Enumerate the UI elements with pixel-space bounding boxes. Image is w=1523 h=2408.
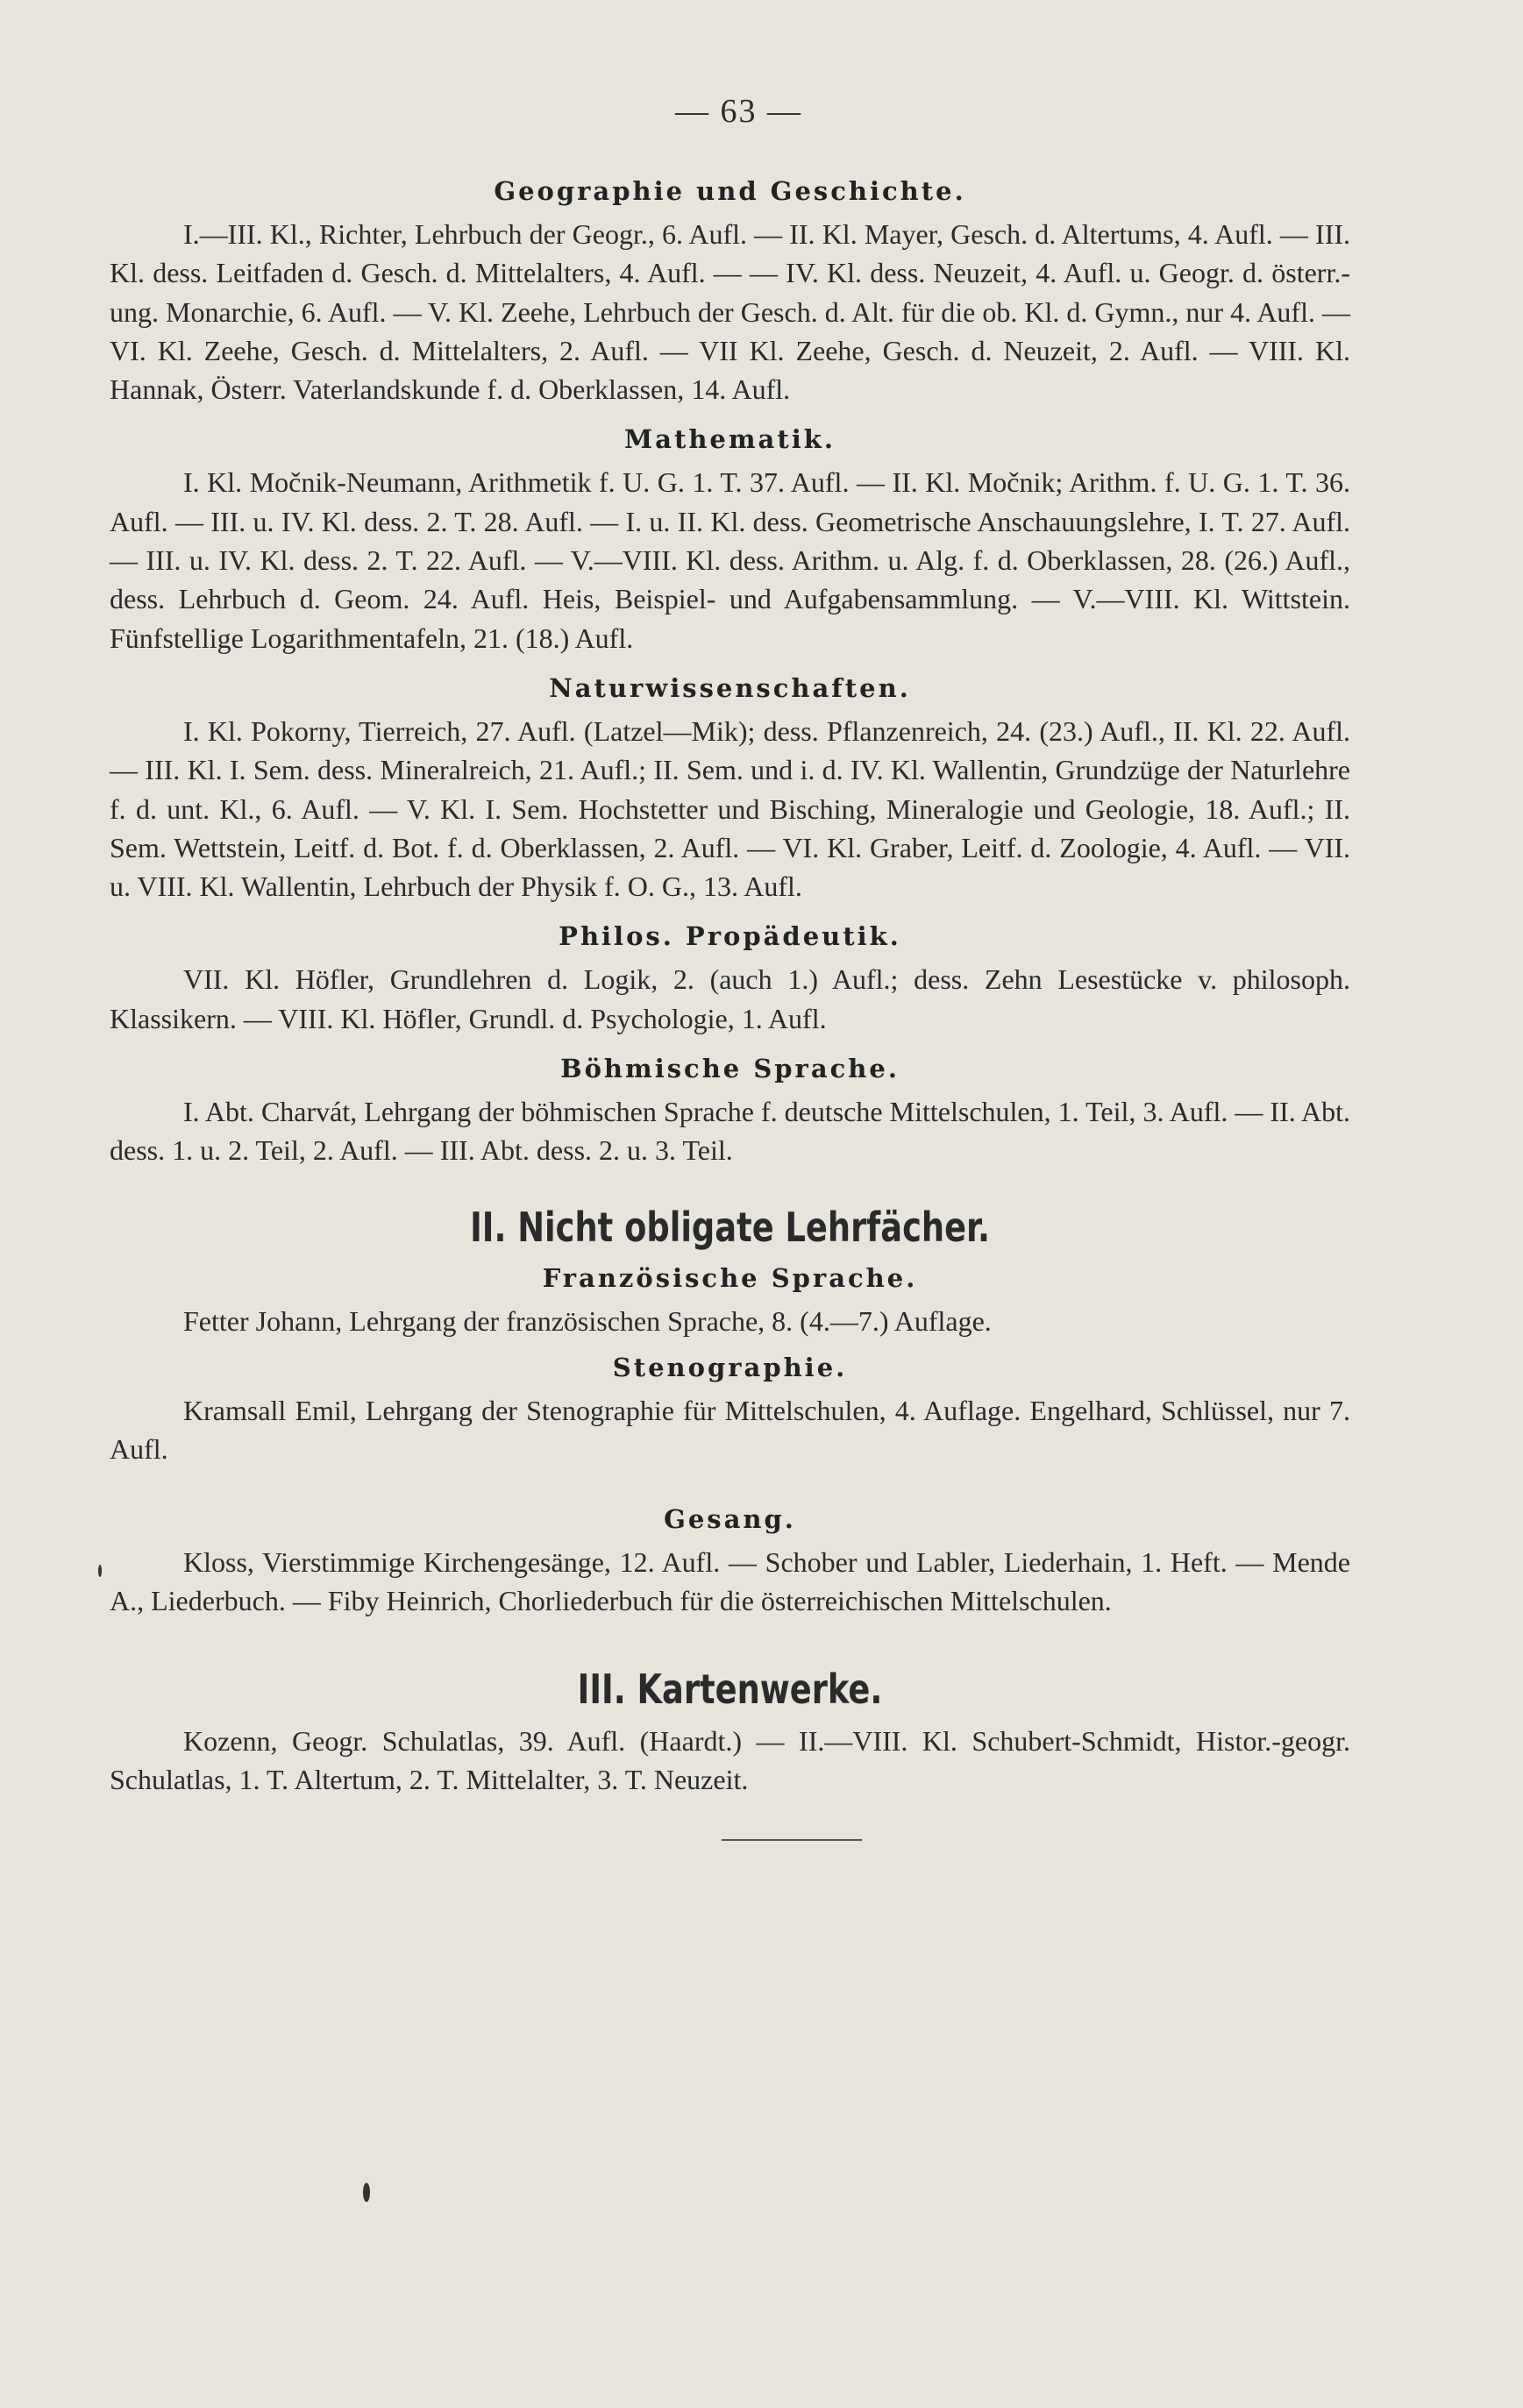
section-title-mathematik: Mathematik. — [624, 424, 836, 455]
page-content — [110, 92, 1350, 1845]
closing-rule-wrap — [110, 1829, 1350, 1845]
ink-speck — [363, 2183, 370, 2202]
paragraph-kartenwerke: Kozenn, Geogr. Schulatlas, 39. Aufl. (Haardt.) — II.—VIII. Kl. Schubert-Schmidt, Histor.-geogr. Schulatlas, 1. T. Altertum, 2. T. Mittelalter, 3. T. Neuzeit. — [110, 1725, 1350, 1796]
part-title-kartenwerke: III. Kartenwerke. — [577, 1666, 883, 1714]
paragraph-gesang: Kloss, Vierstimmige Kirchengesänge, 12. Aufl. — Schober und Labler, Liederhain, 1. Heft. — Mende A., Liederbuch. — Fiby Heinrich, Chorliederbuch für die österreichischen Mittelschulen. — [110, 1545, 1350, 1616]
section-title-philosophie: Philos. Propädeutik. — [559, 921, 901, 952]
ink-speck — [98, 1565, 102, 1577]
section-title-naturwissenschaften: Naturwissenschaften. — [549, 672, 911, 703]
paragraph-stenographie: Kramsall Emil, Lehrgang der Stenographie für Mittelschulen, 4. Auflage. Engelhard, Schlüssel, nur 7. Aufl. — [110, 1394, 1350, 1466]
paragraph-naturwissenschaften: I. Kl. Pokorny, Tierreich, 27. Aufl. (Latzel—Mik); dess. Pflanzenreich, 24. (23.) Aufl., II. Kl. 22. Aufl. — III. Kl. I. Sem. dess. Mineralreich, 21. Aufl.; II. Sem. und i. d. IV. Kl. Wallentin, Grundzüge der Naturlehre f. d. unt. Kl., 6. Aufl. — V. Kl. I. Sem. Hochstetter und Bisching, Mineralogie und Geologie, 18. Aufl.; II. Sem. Wettstein, Leitf. d. Bot. f. d. Oberklassen, 2. Aufl. — VI. Kl. Graber, Leitf. d. Zoologie, 4. Aufl. — VII. u. VIII. Kl. Wallentin, Lehrbuch der Physik f. O. G., 13. Aufl. — [110, 714, 1350, 903]
section-title-boehmisch: Böhmische Sprache. — [560, 1054, 900, 1084]
closing-rule — [722, 1839, 862, 1841]
paragraph-franzoesisch: Fetter Johann, Lehrgang der französischen Sprache, 8. (4.—7.) Auflage. — [183, 1304, 992, 1337]
paragraph-mathematik: I. Kl. Močnik-Neumann, Arithmetik f. U. G. 1. T. 37. Aufl. — II. Kl. Močnik; Arithm. f. U. G. 1. T. 36. Aufl. — III. u. IV. Kl. dess. 2. T. 28. Aufl. — I. u. II. Kl. dess. Geometrische Anschauungslehre, I. T. 27. Aufl. — III. u. IV. Kl. dess. 2. T. 22. Aufl. — V.—VIII. Kl. dess. Arithm. u. Alg. f. d. Oberklassen, 28. (26.) Aufl., dess. Lehrbuch d. Geom. 24. Aufl. Heis, Beispiel- und Aufgabensammlung. — V.—VIII. Kl. Wittstein. Fünfstellige Logarithmentafeln, 21. (18.) Aufl. — [110, 466, 1350, 654]
section-title-gesang: Gesang. — [664, 1503, 796, 1534]
section-title-stenographie: Stenographie. — [612, 1352, 848, 1382]
paragraph-philosophie: VII. Kl. Höfler, Grundlehren d. Logik, 2. (auch 1.) Aufl.; dess. Zehn Lesestücke v. philosoph. Klassikern. — VIII. Kl. Höfler, Grundl. d. Psychologie, 1. Aufl. — [110, 963, 1350, 1034]
part-title-nicht-obligate: II. Nicht obligate Lehrfächer. — [470, 1203, 990, 1251]
paragraph-boehmisch: I. Abt. Charvát, Lehrgang der böhmischen Sprache f. deutsche Mittelschulen, 1. Teil, 3. Aufl. — II. Abt. dess. 1. u. 2. Teil, 2. Aufl. — III. Abt. dess. 2. u. 3. Teil. — [110, 1096, 1350, 1167]
section-title-geographie: Geographie und Geschichte. — [494, 176, 966, 206]
section-title-franzoesisch: Französische Sprache. — [542, 1262, 918, 1293]
page-number: — 63 — — [675, 93, 802, 130]
paragraph-geographie: I.—III. Kl., Richter, Lehrbuch der Geogr., 6. Aufl. — II. Kl. Mayer, Gesch. d. Altertums, 4. Aufl. — III. Kl. dess. Leitfaden d. Gesch. d. Mittelalters, 4. Aufl. — — IV. Kl. dess. Neuzeit, 4. Aufl. u. Geogr. d. österr.-ung. Monarchie, 6. Aufl. — V. Kl. Zeehe, Lehrbuch der Gesch. d. Alt. für die ob. Kl. d. Gymn., nur 4. Aufl. — VI. Kl. Zeehe, Gesch. d. Mittelalters, 2. Aufl. — VII Kl. Zeehe, Gesch. d. Neuzeit, 2. Aufl. — VIII. Kl. Hannak, Österr. Vaterlandskunde f. d. Oberklassen, 14. Aufl. — [110, 218, 1350, 406]
